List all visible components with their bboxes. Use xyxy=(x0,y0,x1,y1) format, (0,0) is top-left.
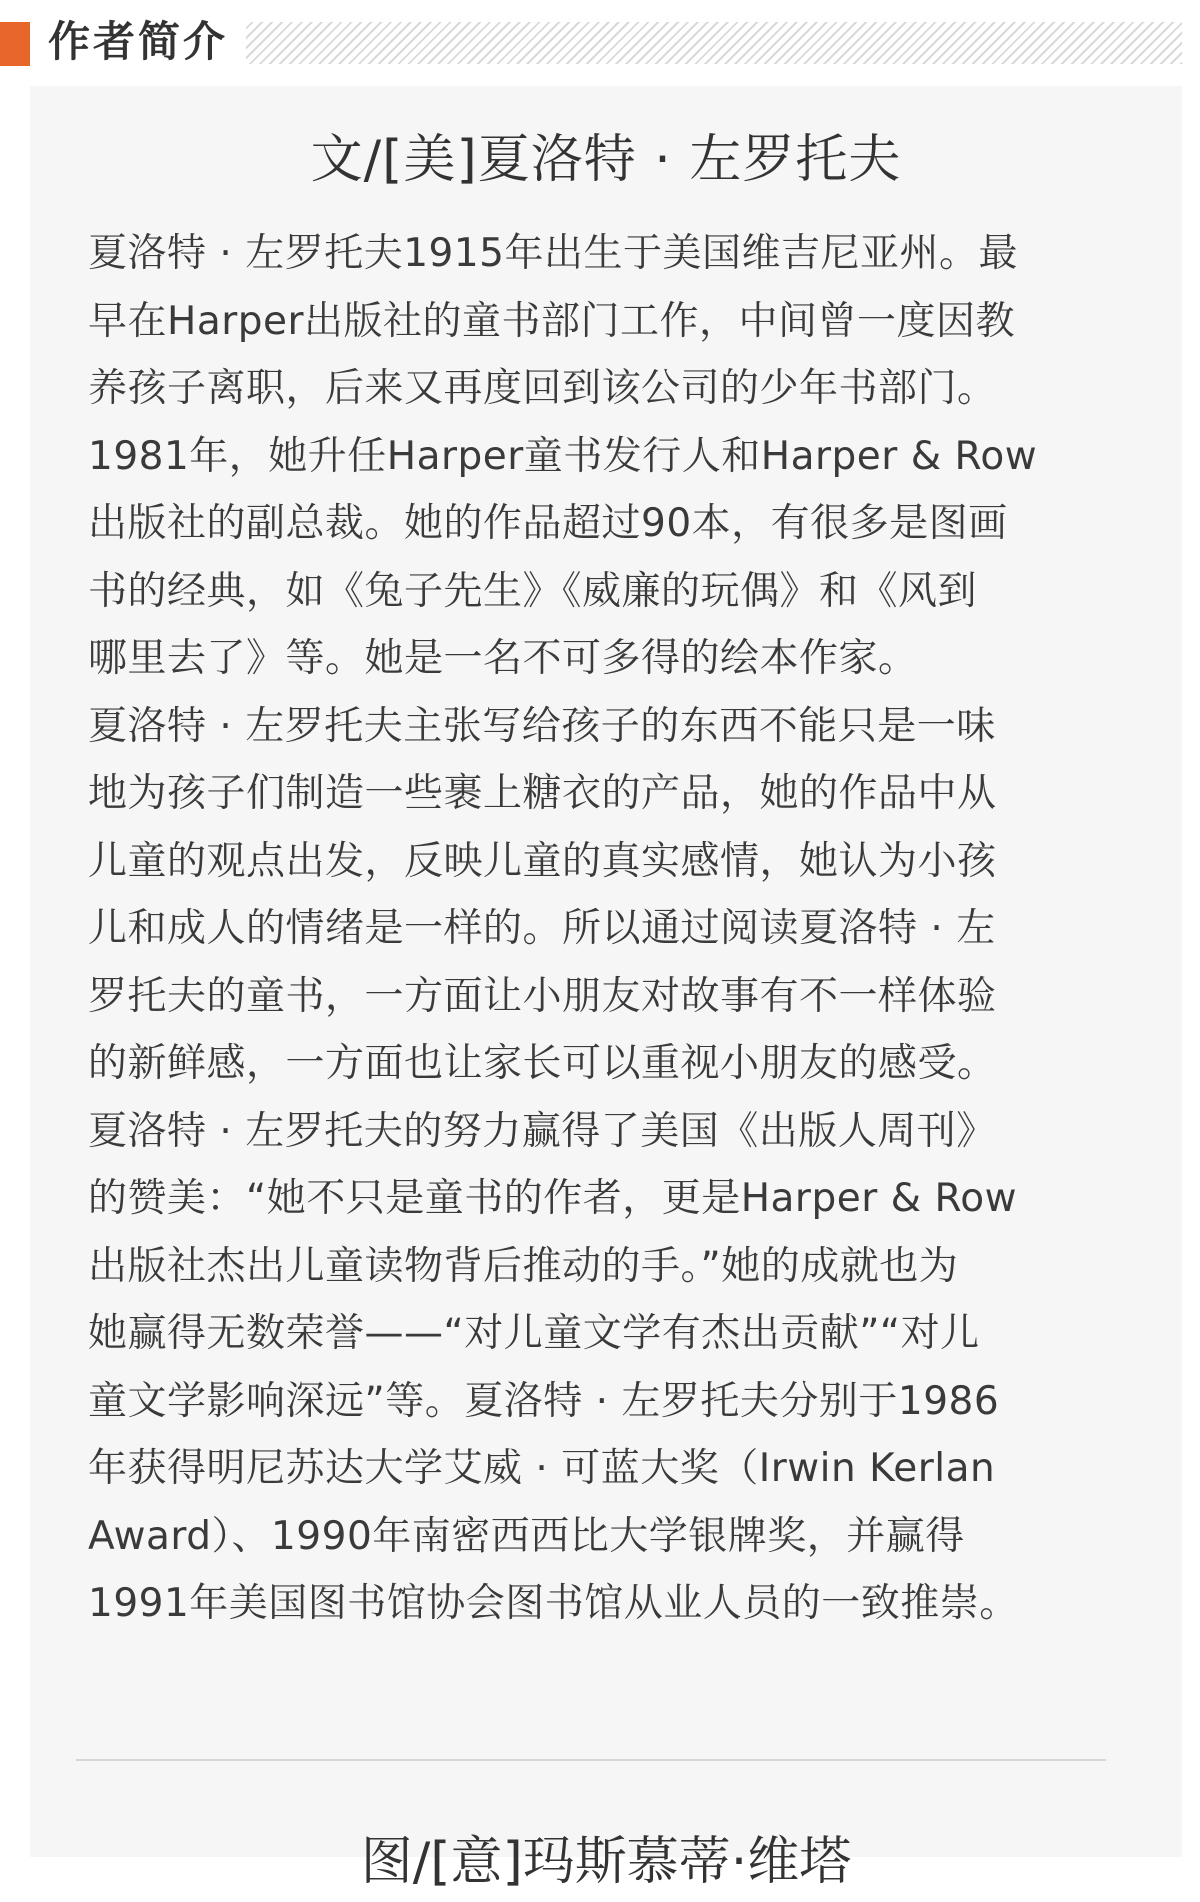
decorative-stripes xyxy=(246,22,1182,64)
bio-line: 夏洛特 · 左罗托夫主张写给孩子的东西不能只是一味 xyxy=(88,703,996,749)
bio-line: 哪里去了》等。她是一名不可多得的绘本作家。 xyxy=(88,636,918,681)
bio-line: 出版社的副总裁。她的作品超过90本，有很多是图画 xyxy=(88,501,1008,546)
bio-line: 夏洛特 · 左罗托夫的努力赢得了美国《出版人周刊》 xyxy=(88,1108,996,1154)
bio-line: 童文学影响深远”等。夏洛特 · 左罗托夫分别于1986 xyxy=(88,1378,1000,1424)
bio-line: 1981年，她升任Harper童书发行人和Harper & Row xyxy=(88,433,1038,479)
author-bio xyxy=(88,220,1148,1638)
accent-bar xyxy=(0,22,30,66)
bio-line: 她赢得无数荣誉——“对儿童文学有杰出贡献”“对儿 xyxy=(88,1311,980,1356)
bio-line: 的赞美：“她不只是童书的作者，更是Harper & Row xyxy=(88,1176,1018,1221)
illustrator-byline-text: 图/[意]玛斯慕蒂·维塔 xyxy=(360,1832,852,1892)
bio-line: 养孩子离职，后来又再度回到该公司的少年书部门。 xyxy=(88,366,997,411)
section-divider xyxy=(76,1759,1106,1761)
bio-line: 罗托夫的童书，一方面让小朋友对故事有不一样体验 xyxy=(88,973,997,1019)
author-card xyxy=(30,86,1182,1892)
bio-line: 1991年美国图书馆协会图书馆从业人员的一致推崇。 xyxy=(88,1581,1019,1626)
bio-line: 年获得明尼苏达大学艾威 · 可蓝大奖（Irwin Kerlan xyxy=(88,1446,996,1491)
bio-line: 的新鲜感，一方面也让家长可以重视小朋友的感受。 xyxy=(88,1041,997,1086)
bio-line: Award）、1990年南密西西比大学银牌奖，并赢得 xyxy=(88,1513,965,1559)
bio-line: 出版社杰出儿童读物背后推动的手。”她的成就也为 xyxy=(88,1243,959,1289)
bio-line: 地为孩子们制造一些裹上糖衣的产品，她的作品中从 xyxy=(88,771,997,816)
bio-line: 儿童的观点出发，反映儿童的真实感情，她认为小孩 xyxy=(88,838,997,884)
bio-line: 书的经典，如《兔子先生》《威廉的玩偶》和《风到 xyxy=(88,568,978,614)
section-title: 作者简介 xyxy=(48,17,229,66)
bio-line: 早在Harper出版社的童书部门工作，中间曾一度因教 xyxy=(88,298,1016,344)
bio-line: 儿和成人的情绪是一样的。所以通过阅读夏洛特 · 左 xyxy=(88,906,996,951)
author-byline: 文/[美]夏洛特 · 左罗托夫 xyxy=(310,130,902,190)
illustrator-byline xyxy=(30,1822,1182,1892)
section-header xyxy=(0,0,1200,86)
bio-line: 夏洛特 · 左罗托夫1915年出生于美国维吉尼亚州。最 xyxy=(88,231,1018,276)
